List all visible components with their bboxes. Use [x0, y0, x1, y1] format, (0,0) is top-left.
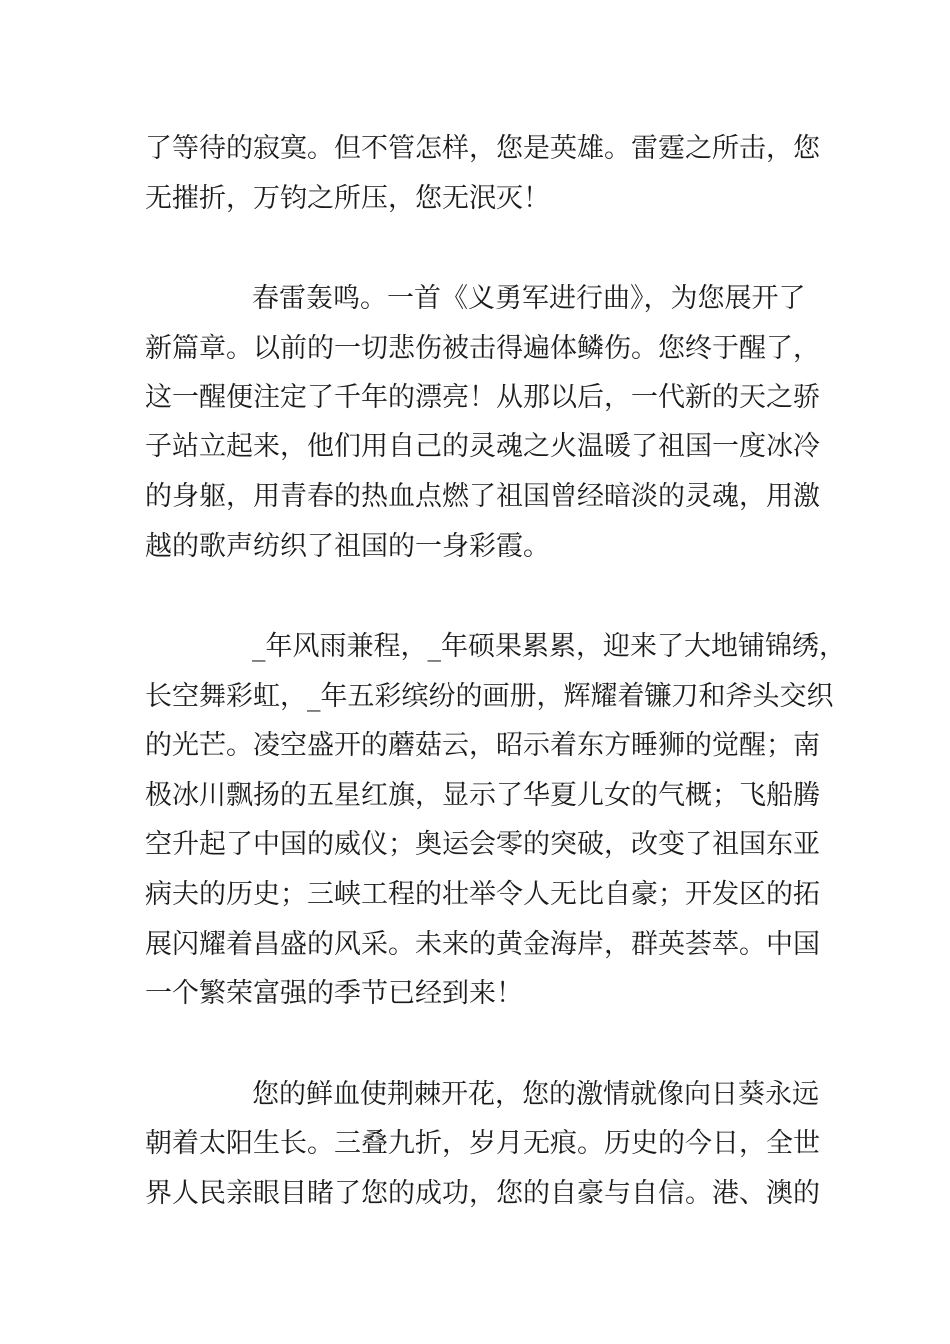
paragraph-3-line-6: 病夫的历史；三峡工程的壮举令人无比自豪；开发区的拓	[145, 879, 820, 910]
paragraph-4-line-3: 界人民亲眼目睹了您的成功，您的自豪与自信。港、澳的	[145, 1178, 820, 1209]
paragraph-3-line-4: 极冰川飘扬的五星红旗，显示了华夏儿女的气概；飞船腾	[145, 780, 820, 811]
paragraph-3-line-8: 一个繁荣富强的季节已经到来！	[145, 978, 523, 1009]
paragraph-2-line-6: 越的歌声纺织了祖国的一身彩霞。	[145, 531, 550, 562]
paragraph-3-line-3: 的光芒。凌空盛开的蘑菇云，昭示着东方睡狮的觉醒；南	[145, 730, 820, 761]
paragraph-3-line-2: 长空舞彩虹，_年五彩缤纷的画册，辉耀着镰刀和斧头交织	[145, 681, 834, 712]
paragraph-3-line-1: _年风雨兼程，_年硕果累累，迎来了大地铺锦绣，	[252, 631, 846, 662]
paragraph-3-line-5: 空升起了中国的威仪；奥运会零的突破，改变了祖国东亚	[145, 829, 820, 860]
paragraph-2-line-1: 春雷轰鸣。一首《义勇军进行曲》，为您展开了	[252, 283, 806, 314]
paragraph-4-line-2: 朝着太阳生长。三叠九折，岁月无痕。历史的今日，全世	[145, 1128, 820, 1159]
paragraph-2-line-5: 的身躯，用青春的热血点燃了祖国曾经暗淡的灵魂，用激	[145, 481, 820, 512]
paragraph-1-line-1: 了等待的寂寞。但不管怎样，您是英雄。雷霆之所击，您	[145, 133, 820, 164]
paragraph-2-line-3: 这一醒便注定了千年的漂亮！从那以后，一代新的天之骄	[145, 382, 820, 413]
paragraph-2-line-4: 子站立起来，他们用自己的灵魂之火温暖了祖国一度冰冷	[145, 431, 820, 462]
paragraph-1-line-2: 无摧折，万钧之所压，您无泯灭！	[145, 183, 550, 214]
paragraph-2-line-2: 新篇章。以前的一切悲伤被击得遍体鳞伤。您终于醒了，	[145, 333, 820, 364]
paragraph-4-line-1: 您的鲜血使荆棘开花，您的激情就像向日葵永远	[252, 1079, 819, 1110]
paragraph-3-line-7: 展闪耀着昌盛的风采。未来的黄金海岸，群英荟萃。中国	[145, 929, 820, 960]
